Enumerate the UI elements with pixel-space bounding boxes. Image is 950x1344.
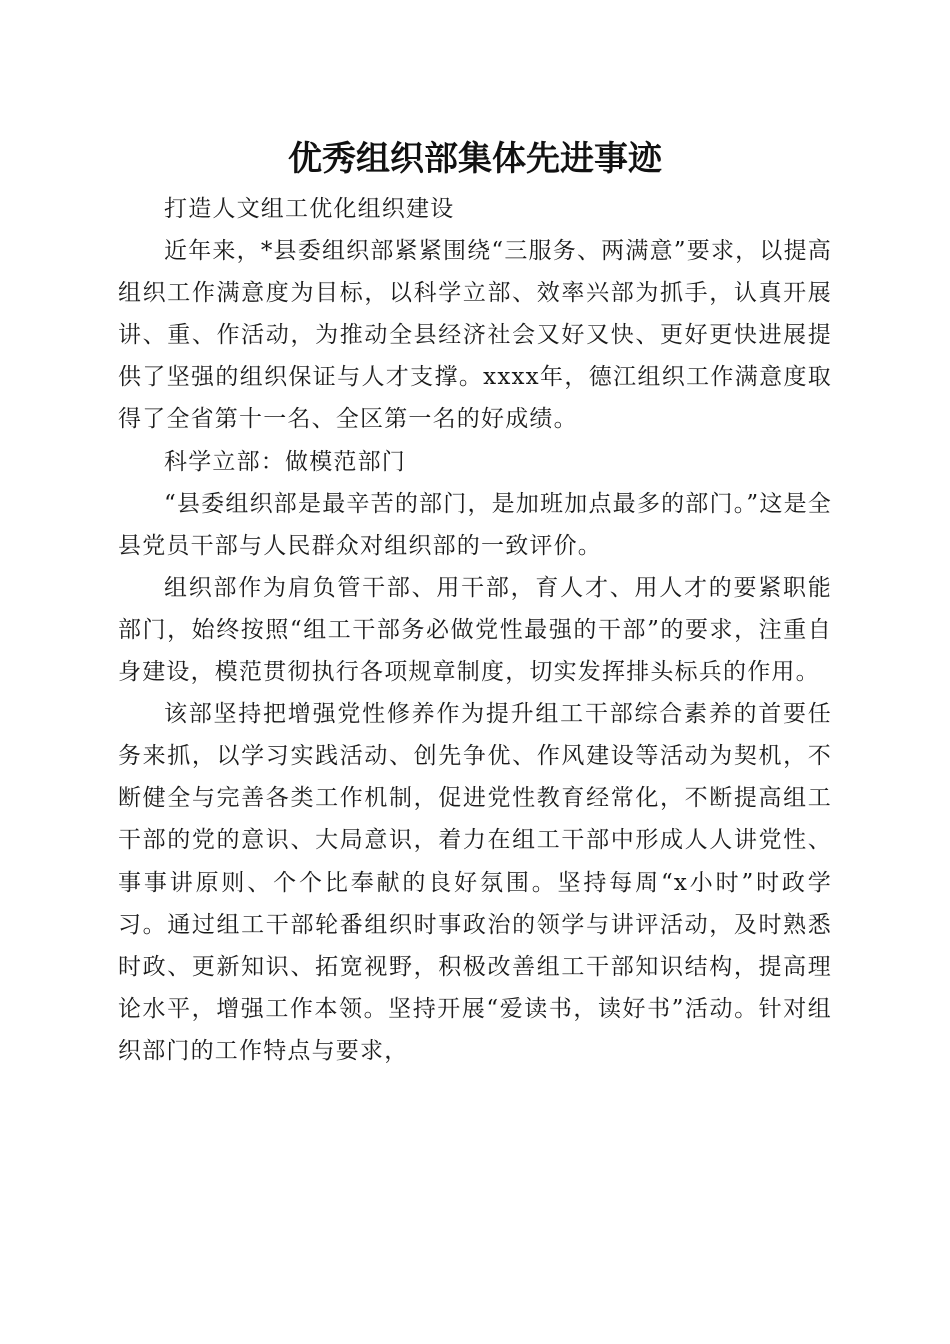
quote-paragraph: “县委组织部是最辛苦的部门，是加班加点最多的部门。”这是全县党员干部与人民群众对组织部的一致评价。 xyxy=(118,490,832,559)
body-paragraph: 组织部作为肩负管干部、用干部，育人才、用人才的要紧职能部门，始终按照“组工干部务必做党性最强的干部”的要求，注重自身建设，模范贯彻执行各项规章制度，切实发挥排头标兵的作用。 xyxy=(118,574,832,686)
subtitle-paragraph: 打造人文组工优化组织建设 xyxy=(164,196,455,222)
intro-paragraph: 近年来，*县委组织部紧紧围绕“三服务、两满意”要求，以提高组织工作满意度为目标，以科学立部、效率兴部为抓手，认真开展讲、重、作活动，为推动全县经济社会又好又快、更好更快进展提供了坚强的组织保证与人才支撑。xxxx年，德江组织工作满意度取得了全省第十一名、全区第一名的好成绩。 xyxy=(118,238,832,433)
section-heading-paragraph: 科学立部：做模范部门 xyxy=(164,448,406,475)
body-paragraph: 该部坚持把增强党性修养作为提升组工干部综合素养的首要任务来抓，以学习实践活动、创先争优、作风建设等活动为契机，不断健全与完善各类工作机制，促进党性教育经常化，不断提高组工干部的党的意识、大局意识，着力在组工干部中形成人人讲党性、事事讲原则、个个比奉献的良好氛围。坚持每周“x小时”时政学习。通过组工干部轮番组织时事政治的领学与讲评活动，及时熟悉时政、更新知识、拓宽视野，积极改善组工干部知识结构，提高理论水平，增强工作本领。坚持开展“爱读书，读好书”活动。针对组织部门的工作特点与要求， xyxy=(118,701,832,1064)
document-title: 优秀组织部集体先进事迹 xyxy=(288,139,662,179)
document-body xyxy=(118,188,832,1072)
